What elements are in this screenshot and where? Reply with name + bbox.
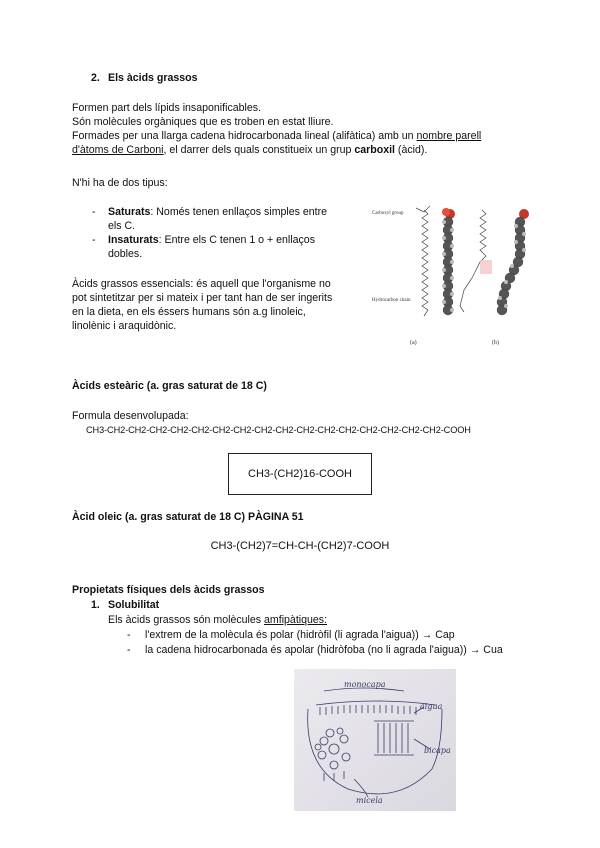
paragraph-line — [72, 129, 481, 143]
text-span: Els àcids grassos són molècules — [108, 614, 265, 626]
subsection-number: 1. — [91, 599, 100, 611]
paragraph-line: Àcids grassos essencials: és aquell que l'organisme no — [72, 278, 331, 290]
bullet-dash: - — [127, 629, 131, 641]
list-item — [108, 233, 315, 247]
list-item-text: : Entre els C tenen 1 o + enllaços — [158, 234, 315, 246]
formula-label: Formula desenvolupada: — [72, 410, 189, 422]
oleic-formula: CH3-(CH2)7=CH-CH-(CH2)7-COOH — [210, 540, 390, 552]
list-item-text: : Només tenen enllaços simples entre — [150, 206, 328, 218]
bullet-dash: - — [127, 644, 131, 656]
stearic-title: Àcids esteàric (a. gras saturat de 18 C) — [72, 380, 267, 392]
expanded-formula: CH3-CH2-CH2-CH2-CH2-CH2-CH2-CH2-CH2-CH2-CH2-CH2-CH2-CH2-CH2-CH2-CH2-COOH — [86, 425, 471, 435]
condensed-formula-box — [228, 453, 372, 495]
paragraph-line: pot sintetitzar per si mateix i per tant han de ser ingerits — [72, 292, 333, 304]
figure-label-a: (a) — [410, 340, 417, 346]
underlined-text: d'àtoms de Carboni — [72, 144, 164, 156]
list-item: l'extrem de la molècula és polar (hidròfil (li agrada l'aigua)) → Cap — [145, 629, 455, 641]
paragraph-line — [108, 613, 327, 627]
paragraph-line: en la dieta, en els éssers humans són a.g linoleic, — [72, 306, 306, 318]
space-filling-model-b-icon — [497, 209, 529, 315]
list-item-text: els C. — [108, 220, 136, 232]
sketch-label-bicapa: bicapa — [424, 746, 451, 755]
list-item-label: Insaturats — [108, 234, 159, 246]
bullet-dash: - — [92, 206, 96, 218]
paragraph-line: Formen part dels lípids insaponificables. — [72, 102, 262, 114]
bold-text: carboxil — [354, 144, 395, 156]
fatty-acid-figure — [368, 200, 536, 350]
bullet-dash: - — [92, 234, 96, 246]
text-span: (àcid). — [394, 144, 428, 156]
oleic-title: Àcid oleic (a. gras saturat de 18 C) PÀGINA 51 — [72, 511, 304, 523]
chain-label: Hydrocarbon chain — [372, 298, 411, 303]
carboxyl-label: Carboxyl group — [372, 211, 404, 216]
sketch-label-micela: micela — [356, 796, 383, 805]
text-span: , el darrer dels quals constitueix un grup — [163, 144, 355, 156]
sketch-label-aigua: aigua — [420, 702, 443, 711]
condensed-formula: CH3-(CH2)16-COOH — [248, 468, 352, 480]
underlined-text: nombre parell — [416, 130, 482, 142]
list-item-text: dobles. — [108, 248, 143, 260]
subsection-title: Solubilitat — [108, 599, 160, 611]
figure-label-b: (b) — [492, 340, 499, 346]
zigzag-chain-icon — [422, 210, 428, 316]
section-number: 2. — [91, 72, 100, 84]
text-span: Formades per una llarga cadena hidrocarbonada lineal (alifàtica) amb un — [72, 130, 417, 142]
list-item — [108, 205, 327, 219]
properties-title: Propietats físiques dels àcids grassos — [72, 584, 265, 596]
types-intro: N'hi ha de dos tipus: — [72, 177, 168, 189]
paragraph-line — [72, 143, 427, 157]
paragraph-line: linolènic i araquidònic. — [72, 320, 177, 332]
paragraph-line: Són molècules orgàniques que es troben en estat lliure. — [72, 116, 334, 128]
underlined-text: amfipàtiques: — [264, 614, 328, 626]
list-item-label: Saturats — [108, 206, 151, 218]
membrane-sketch-photo — [294, 669, 456, 811]
list-item: la cadena hidrocarbonada és apolar (hidròfoba (no li agrada l'aigua)) → Cua — [145, 644, 503, 656]
section-title: Els àcids grassos — [108, 72, 198, 84]
space-filling-model-a-icon — [442, 208, 455, 315]
sketch-label-monocapa: monocapa — [344, 680, 386, 689]
